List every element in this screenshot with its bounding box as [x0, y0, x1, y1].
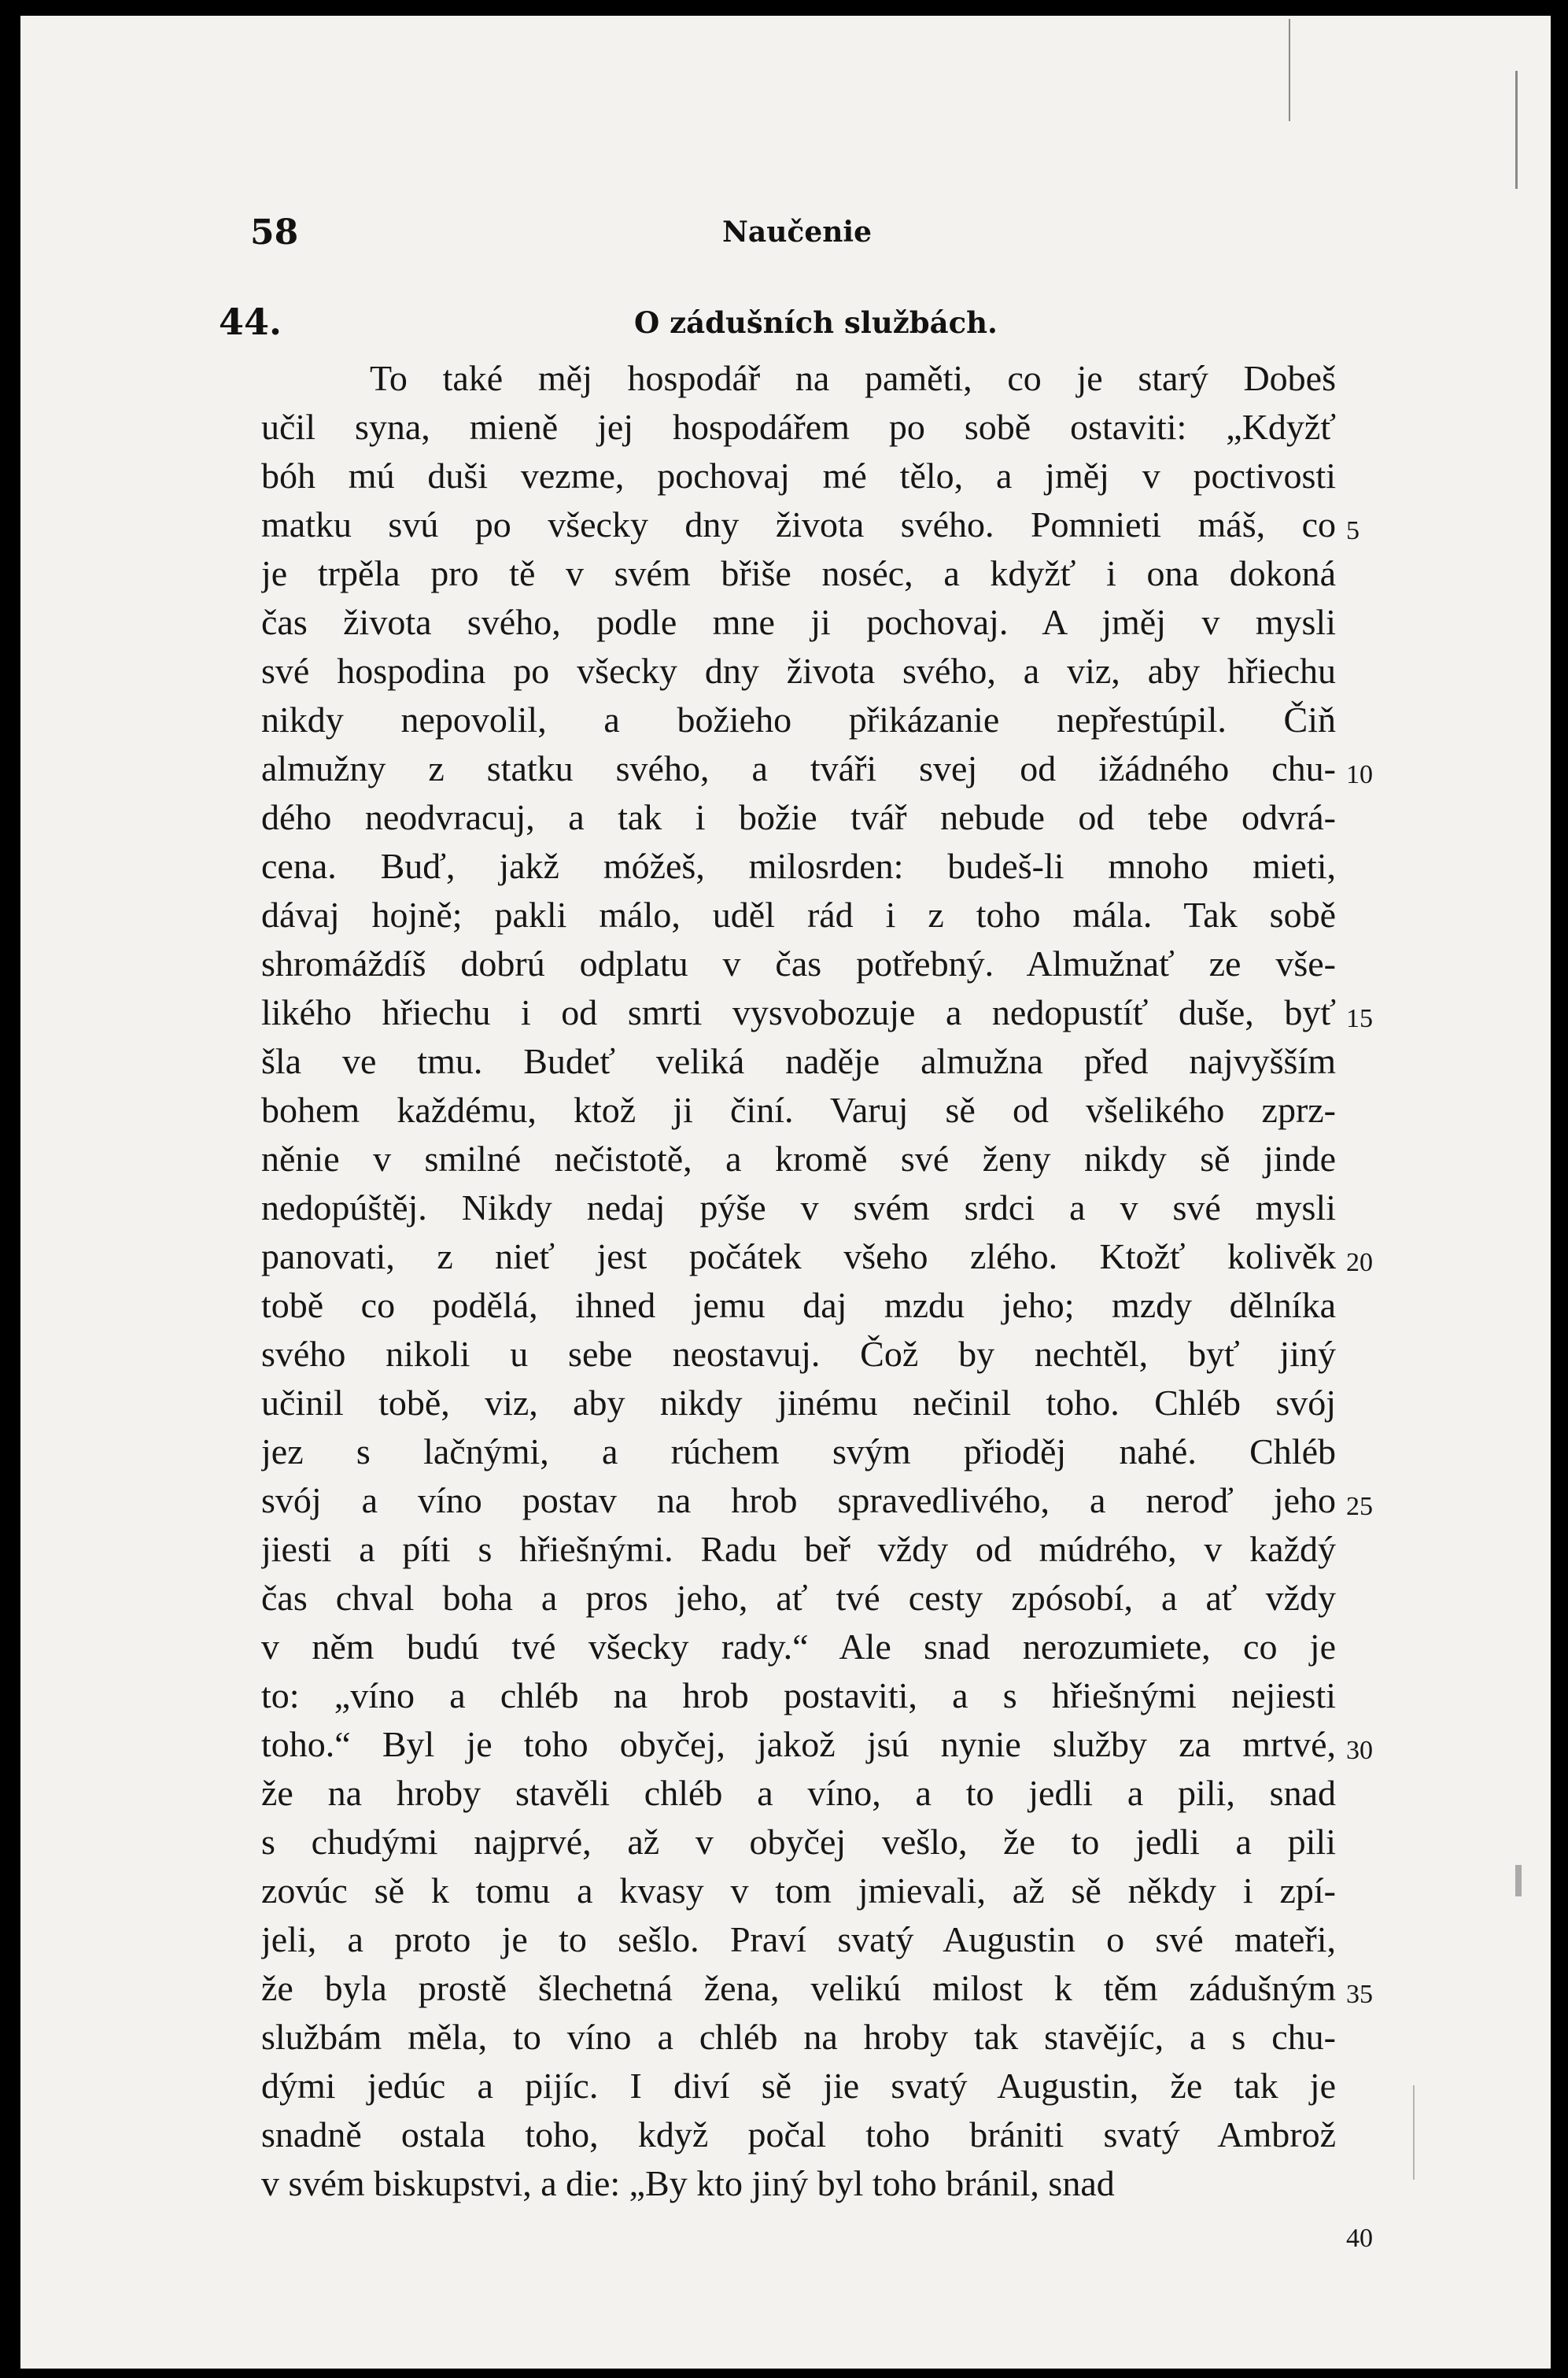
scan-mark — [1515, 71, 1518, 189]
text-line: snadně ostala toho, když počal toho brániti svatý Ambrož — [261, 2114, 1336, 2155]
body-text — [261, 354, 1336, 2208]
text-line: dými jedúc a pijíc. I diví sě jie svatý Augustin, že tak je — [261, 2066, 1336, 2106]
text-line: dého neodvracuj, a tak i božie tvář nebude od tebe odvrá- — [261, 797, 1336, 837]
scan-mark — [1413, 2085, 1415, 2180]
text-line: jiesti a píti s hřiešnými. Radu beř vždy od múdrého, v každý — [261, 1529, 1336, 1569]
line-number: 5 — [1346, 516, 1360, 545]
text-line: cena. Buď, jakž móžeš, milosrden: budeš-li mnoho mieti, — [261, 846, 1336, 886]
text-line: tobě co podělá, ihned jemu daj mzdu jeho; mzdy dělníka — [261, 1285, 1336, 1325]
text-line: nedopúštěj. Nikdy nedaj pýše v svém srdci a v své mysli — [261, 1187, 1336, 1228]
text-line: učil syna, mieně jej hospodářem po sobě ostaviti: „Kdyžť — [261, 407, 1336, 447]
text-line: matku svú po všecky dny života svého. Pomnieti máš, co — [261, 504, 1336, 545]
running-title: Naučenie — [722, 216, 872, 249]
text-line: bohem každému, ktož ji činí. Varuj sě od všelikého zprz- — [261, 1090, 1336, 1130]
section-number: 44. — [219, 301, 282, 343]
line-number: 20 — [1346, 1248, 1373, 1277]
text-line: čas chval boha a pros jeho, ať tvé cesty zpósobí, a ať vždy — [261, 1578, 1336, 1618]
text-line: své hospodina po všecky dny života svého, a viz, aby hřiechu — [261, 651, 1336, 691]
scan-mark — [1515, 1865, 1522, 1896]
line-number: 40 — [1346, 2224, 1373, 2253]
text-line: něnie v smilné nečistotě, a kromě své ženy nikdy sě jinde — [261, 1139, 1336, 1179]
text-line: nikdy nepovolil, a božieho přikázanie nepřestúpil. Čiň — [261, 700, 1336, 740]
line-number: 30 — [1346, 1736, 1373, 1765]
text-line: v svém biskupstvi, a die: „By kto jiný byl toho bránil, snad — [261, 2163, 1115, 2203]
line-number: 15 — [1346, 1004, 1373, 1033]
text-line: jez s lačnými, a rúchem svým přioděj nahé. Chléb — [261, 1431, 1336, 1471]
text-line: že na hroby stavěli chléb a víno, a to jedli a pili, snad — [261, 1773, 1336, 1813]
page-number: 58 — [250, 212, 299, 253]
scan-mark — [1289, 19, 1290, 121]
text-line: že byla prostě šlechetná žena, velikú milost k těm zádušným — [261, 1968, 1336, 2008]
line-number: 35 — [1346, 1980, 1373, 2009]
text-line: s chudými najprvé, až v obyčej vešlo, že to jedli a pili — [261, 1822, 1336, 1862]
line-number: 10 — [1346, 760, 1373, 789]
text-line: jeli, a proto je to sešlo. Praví svatý Augustin o své mateři, — [261, 1919, 1336, 1959]
text-line: bóh mú duši vezme, pochovaj mé tělo, a jměj v poctivosti — [261, 456, 1336, 496]
text-line: učinil tobě, viz, aby nikdy jinému nečinil toho. Chléb svój — [261, 1383, 1336, 1423]
text-line: svého nikoli u sebe neostavuj. Čož by nechtěl, byť jiný — [261, 1334, 1336, 1374]
text-line: svój a víno postav na hrob spravedlivého, a neroď jeho — [261, 1480, 1336, 1520]
text-line: almužny z statku svého, a tváři svej od ižádného chu- — [261, 748, 1336, 788]
text-line: shromáždíš dobrú odplatu v čas potřebný. Almužnať ze vše- — [261, 943, 1336, 984]
line-number: 25 — [1346, 1492, 1373, 1521]
text-line: To také měj hospodář na paměti, co je starý Dobeš — [370, 358, 1336, 398]
text-line: čas života svého, podle mne ji pochovaj. A jměj v mysli — [261, 602, 1336, 642]
text-line: v něm budú tvé všecky rady.“ Ale snad nerozumiete, co je — [261, 1627, 1336, 1667]
text-line: je trpěla pro tě v svém břiše noséc, a kdyžť i ona dokoná — [261, 553, 1336, 593]
text-line: panovati, z nieť jest počátek všeho zlého. Ktožť kolivěk — [261, 1236, 1336, 1276]
text-line: šla ve tmu. Budeť veliká naděje almužna před najvyšším — [261, 1041, 1336, 1081]
text-line: toho.“ Byl je toho obyčej, jakož jsú nynie služby za mrtvé, — [261, 1724, 1336, 1764]
text-line: likého hřiechu i od smrti vysvobozuje a nedopustíť duše, byť — [261, 992, 1336, 1032]
book-page — [20, 16, 1551, 2369]
section-title: O zádušních službách. — [634, 305, 998, 340]
text-line: to: „víno a chléb na hrob postaviti, a s hřiešnými nejiesti — [261, 1675, 1336, 1715]
running-head — [250, 212, 1352, 260]
text-line: zovúc sě k tomu a kvasy v tom jmievali, až sě někdy i zpí- — [261, 1870, 1336, 1911]
section-heading — [219, 301, 1352, 348]
text-line: dávaj hojně; pakli málo, uděl rád i z toho mála. Tak sobě — [261, 895, 1336, 935]
text-line: službám měla, to víno a chléb na hroby tak stavějíc, a s chu- — [261, 2017, 1336, 2057]
